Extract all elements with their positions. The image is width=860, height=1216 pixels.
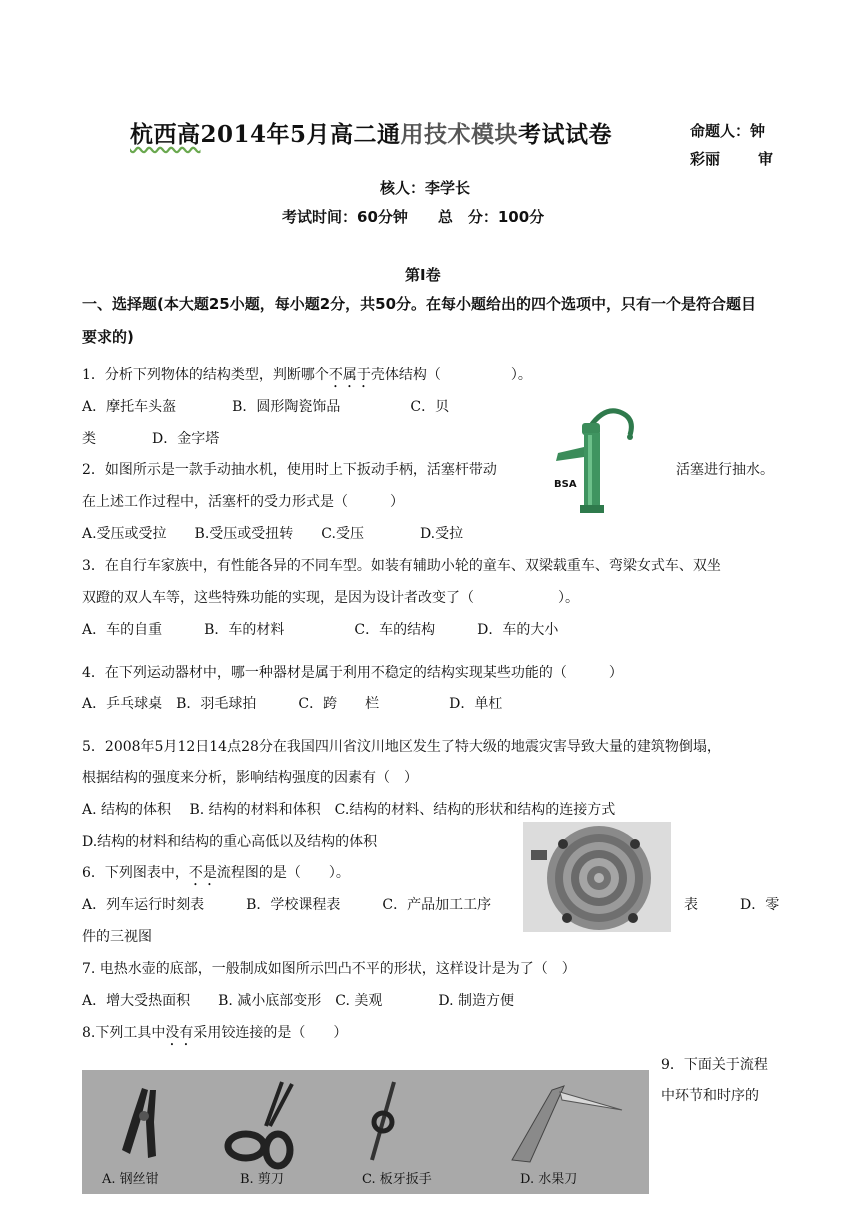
q4-options: A．乒乓球桌 B．羽毛球拍 C．跨 栏 D．单杠 (82, 696, 503, 712)
tools-image (82, 1070, 649, 1194)
q5-options-2: D.结构的材料和结构的重心高低以及结构的体积 (82, 834, 378, 850)
q2-options: A.受压或受拉 B.受压或受扭转 C.受压 D.受拉 (82, 526, 464, 542)
q8-stem-emphasis: 没有 (165, 1025, 194, 1041)
title-suffix: 考试试卷 (518, 121, 613, 148)
tool-label-a: A. 钢丝钳 (102, 1172, 159, 1187)
tool-label-c: C. 板牙扳手 (362, 1172, 432, 1187)
q1-stem (82, 364, 532, 391)
hand-pump-icon (550, 405, 650, 515)
q9-line-2: 中环节和时序的 (661, 1088, 759, 1104)
q3-stem-2: 双蹬的双人车等，这些特殊功能的实现，是因为设计者改变了（ ）。 (82, 590, 579, 606)
kettle-base-icon (523, 822, 671, 932)
q3-stem-1: 3．在自行车家族中，有性能各异的不同车型。如装有辅助小轮的童车、双梁载重车、弯梁女式车、双坐 (82, 558, 721, 574)
q2-stem-1a: 2．如图所示是一款手动抽水机，使用时上下扳动手柄，活塞杆带动 (82, 462, 497, 478)
q6-stem-a: 6．下列图表中， (82, 865, 189, 881)
q6-stem (82, 862, 350, 889)
reviewer-line: 核人：李学长 (380, 179, 471, 197)
q3-options: A．车的自重 B．车的材料 C．车的结构 D．车的大小 (82, 622, 559, 638)
hand-pump-image (550, 405, 650, 515)
tool-label-b: B. 剪刀 (240, 1172, 284, 1187)
q6-options-1a: A．列车运行时刻表 B．学校课程表 C．产品加工工序 (82, 897, 492, 913)
q7-stem: 7. 电热水壶的底部，一般制成如图所示凹凸不平的形状，这样设计是为了（ ） (82, 961, 576, 977)
q5-stem-2: 根据结构的强度来分析，影响结构强度的因素有（ ） (82, 770, 418, 786)
title-school: 杭西高 (130, 121, 201, 148)
title-subject: 用技术模块 (400, 121, 519, 148)
title-date: 2014年5月高二通 (200, 121, 401, 148)
fruit-knife-icon (512, 1086, 622, 1162)
q4-stem: 4．在下列运动器材中，哪一种器材是属于利用不稳定的结构实现某些功能的（ ） (82, 665, 623, 681)
q8-stem-a: 8.下列工具中 (82, 1025, 166, 1041)
author-line-2: 彩丽 (690, 150, 721, 168)
q1-stem-b: 壳体结构（ ）。 (370, 367, 532, 383)
q2-stem-1b: 活塞进行抽水。 (676, 462, 774, 478)
author-line-1: 命题人：钟 (690, 122, 766, 140)
q1-options-1: A．摩托车头盔 B．圆形陶瓷饰品 C．贝 (82, 399, 450, 415)
q5-stem-1: 5．2008年5月12日14点28分在我国四川省汶川地区发生了特大级的地震灾害导致大量的建筑物倒塌， (82, 739, 721, 755)
q1-stem-a: 1．分析下列物体的结构类型，判断哪个 (82, 367, 329, 383)
tool-label-d: D. 水果刀 (520, 1172, 578, 1187)
q7-options: A．增大受热面积 B. 减小底部变形 C. 美观 D. 制造方便 (82, 993, 515, 1009)
q8-stem (82, 1022, 347, 1049)
kettle-base-image (523, 822, 671, 932)
section-instructions-1: 一、选择题(本大题25小题，每小题2分，共50分。在每小题给出的四个选项中，只有一个是符合题目 (82, 295, 757, 313)
author-line-3: 审 (758, 150, 774, 168)
scissors-icon (228, 1082, 292, 1166)
pliers-icon (122, 1088, 156, 1158)
die-wrench-icon (372, 1082, 394, 1160)
q5-options-1: A. 结构的体积 B. 结构的材料和体积 C.结构的材料、结构的形状和结构的连接方式 (82, 802, 616, 818)
exam-title (130, 116, 612, 149)
section-instructions-2: 要求的) (82, 328, 134, 346)
q6-options-2: 件的三视图 (82, 929, 152, 945)
q6-options-1b: 表 D．零 (684, 897, 780, 913)
q2-stem-2: 在上述工作过程中，活塞杆的受力形式是（ ） (82, 494, 404, 510)
exam-info: 考试时间：60分钟 总 分：100分 (282, 208, 545, 226)
q9-line-1: 9．下面关于流程 (661, 1057, 768, 1073)
q8-stem-b: 采用铰连接的是（ ） (193, 1025, 348, 1041)
q6-stem-b: 流程图的是（ ）。 (216, 865, 350, 881)
pump-brand-label: BSA (554, 479, 577, 490)
q1-stem-emphasis: 不属于 (328, 367, 371, 383)
q1-options-2: 类 D．金字塔 (82, 431, 220, 447)
volume-heading: 第Ⅰ卷 (405, 266, 441, 284)
q6-stem-emphasis: 不是 (188, 865, 217, 881)
